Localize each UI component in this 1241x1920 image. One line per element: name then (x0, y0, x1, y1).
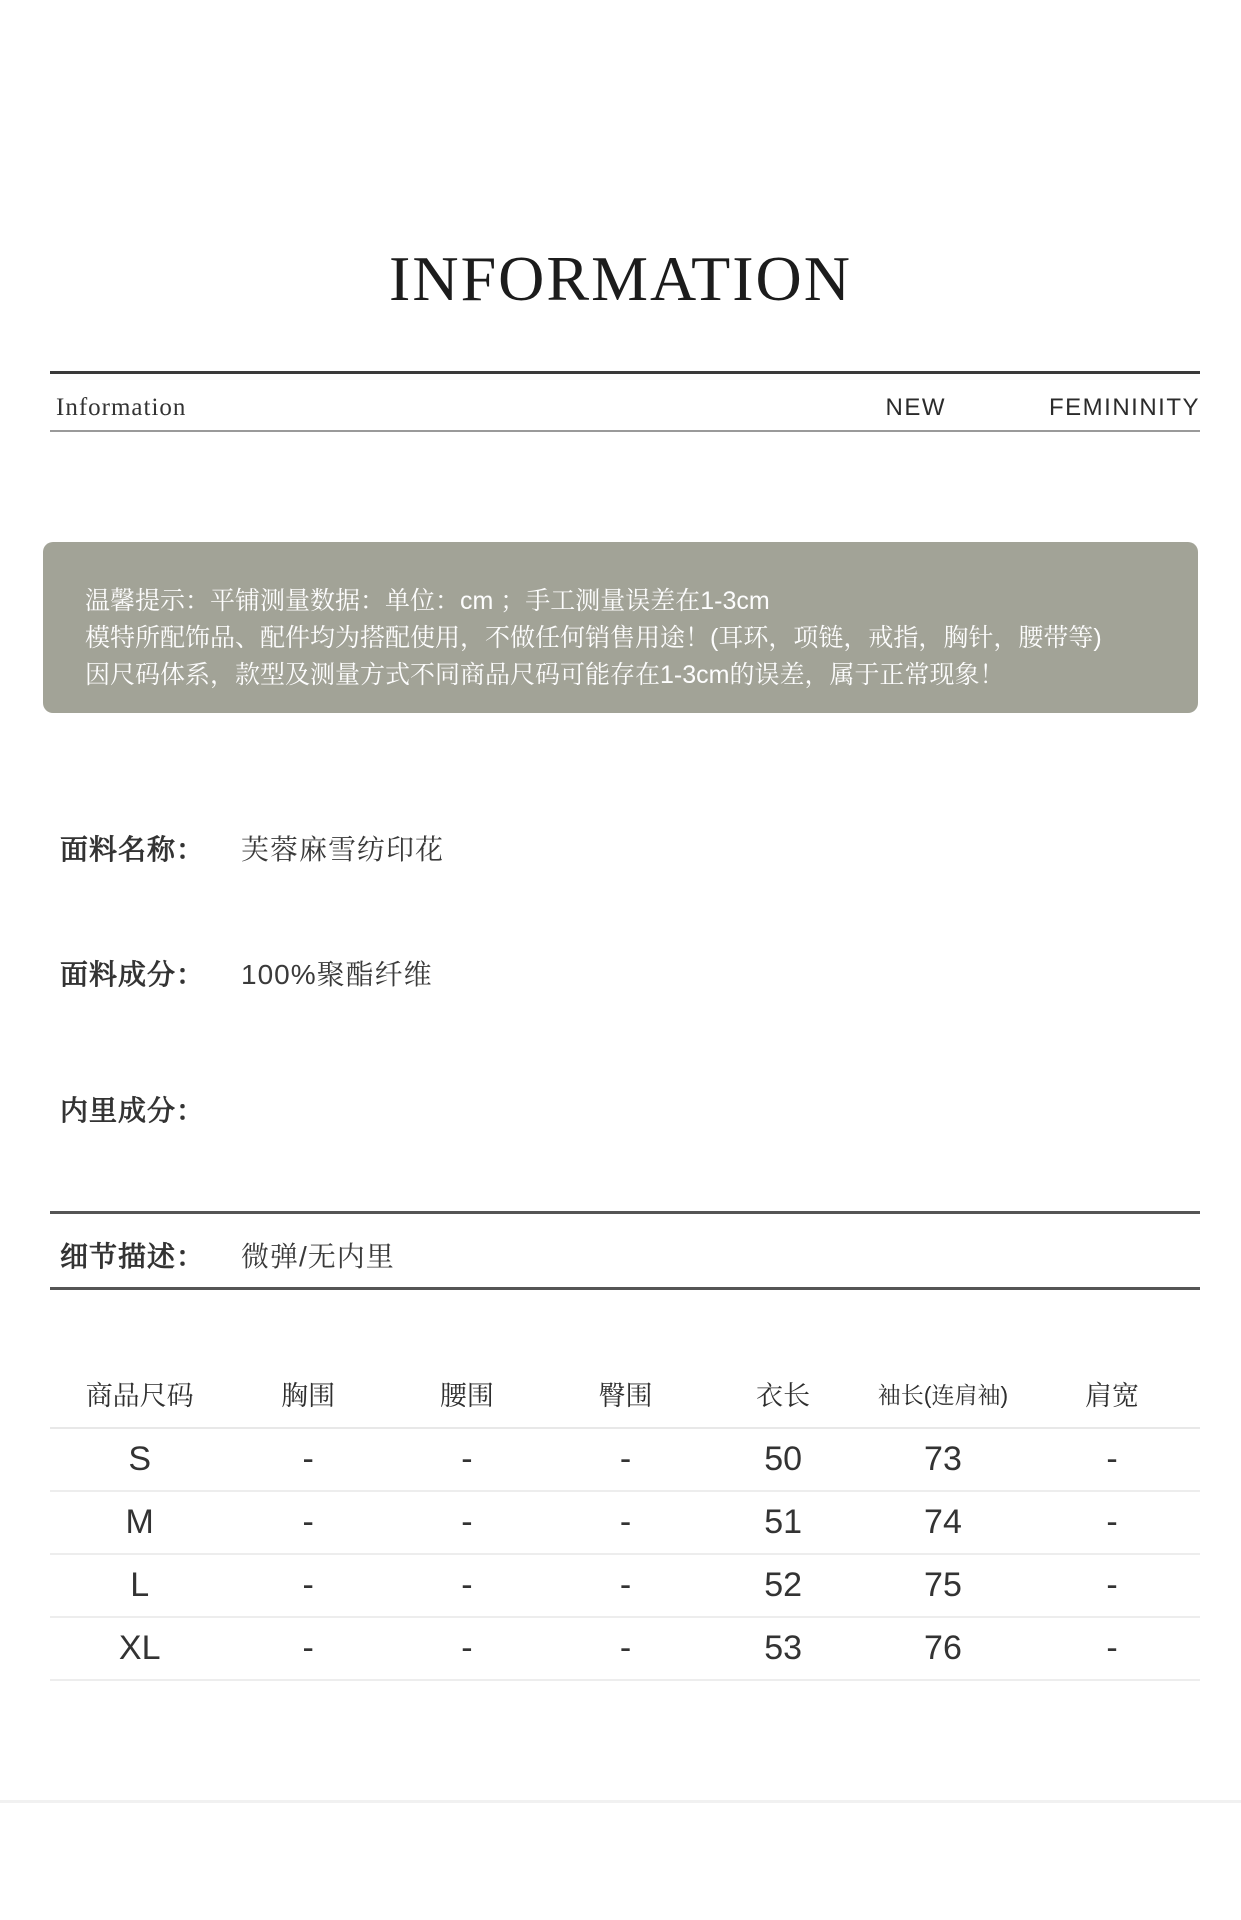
cell-waist: - (461, 1629, 473, 1667)
cell-shoulder: - (1106, 1629, 1118, 1667)
cell-shoulder: - (1106, 1503, 1118, 1541)
cell-hip: - (619, 1440, 632, 1478)
notice-line-1: 温馨提示：平铺测量数据：单位：cm ；手工测量误差在1-3cm (85, 587, 770, 615)
cell-sleeve: 74 (924, 1503, 962, 1541)
fabric-name-value: 芙蓉麻雪纺印花 (241, 834, 445, 865)
detail-description-row (60, 1235, 395, 1275)
cell-sleeve: 76 (924, 1629, 962, 1667)
column-header-sleeve: 袖长(连肩袖) (877, 1382, 1009, 1408)
lining-composition-label: 内里成分： (60, 1095, 206, 1126)
cell-size: L (130, 1566, 150, 1604)
cell-size: XL (118, 1629, 161, 1667)
cell-bust: - (302, 1440, 314, 1478)
detail-rule-top (50, 1211, 1200, 1214)
cell-sleeve: 75 (924, 1566, 962, 1604)
fabric-composition-label: 面料成分： (60, 959, 206, 990)
measurement-notice-box (43, 542, 1198, 713)
tag-femininity: FEMININITY (1049, 394, 1200, 421)
table-row-xl (50, 1618, 1200, 1681)
cell-hip: - (619, 1566, 632, 1604)
cell-hip: - (619, 1503, 632, 1541)
subheader-label: Information (56, 394, 187, 421)
cell-waist: - (461, 1566, 473, 1604)
column-header-hip: 臀围 (598, 1381, 653, 1411)
lining-composition-row (60, 1089, 241, 1129)
table-row-m (50, 1492, 1200, 1555)
size-table-header (50, 1360, 1200, 1429)
cell-bust: - (302, 1566, 314, 1604)
table-row-l (50, 1555, 1200, 1618)
section-divider (0, 1800, 1241, 1803)
cell-waist: - (461, 1440, 473, 1478)
header-rule-thick (50, 371, 1200, 374)
column-header-waist: 腰围 (439, 1381, 494, 1411)
subheader-tags (886, 394, 1201, 422)
cell-size: S (128, 1440, 152, 1478)
fabric-name-row (60, 828, 444, 868)
cell-shoulder: - (1106, 1440, 1118, 1478)
cell-sleeve: 73 (924, 1440, 962, 1478)
subheader-bar (56, 390, 1200, 426)
column-header-shoulder: 肩宽 (1084, 1381, 1139, 1411)
detail-description-label: 细节描述： (60, 1241, 206, 1272)
header-rule-thin (50, 430, 1200, 432)
cell-bust: - (302, 1503, 314, 1541)
detail-description-value: 微弹/无内里 (241, 1241, 395, 1272)
fabric-name-label: 面料名称： (60, 834, 206, 865)
cell-length: 51 (764, 1503, 803, 1541)
cell-waist: - (461, 1503, 473, 1541)
cell-hip: - (619, 1629, 632, 1667)
detail-rule-bottom (50, 1287, 1200, 1290)
page-title: INFORMATION (389, 243, 852, 314)
column-header-bust: 胸围 (281, 1381, 336, 1411)
cell-length: 53 (764, 1629, 803, 1667)
notice-line-2: 模特所配饰品、配件均为搭配使用，不做任何销售用途！(耳环，项链，戒指，胸针，腰带等) (85, 624, 1102, 652)
cell-size: M (125, 1503, 154, 1541)
fabric-composition-row (60, 953, 433, 993)
notice-line-3: 因尺码体系，款型及测量方式不同商品尺码可能存在1-3cm的误差，属于正常现象！ (85, 661, 1005, 689)
column-header-size: 商品尺码 (85, 1381, 194, 1411)
cell-length: 50 (764, 1440, 803, 1478)
table-row-s (50, 1429, 1200, 1492)
size-table (50, 1360, 1200, 1681)
cell-bust: - (302, 1629, 314, 1667)
column-header-length: 衣长 (756, 1381, 811, 1411)
tag-new: NEW (885, 394, 946, 421)
cell-length: 52 (764, 1566, 803, 1604)
fabric-composition-value: 100%聚酯纤维 (241, 959, 433, 990)
cell-shoulder: - (1106, 1566, 1118, 1604)
